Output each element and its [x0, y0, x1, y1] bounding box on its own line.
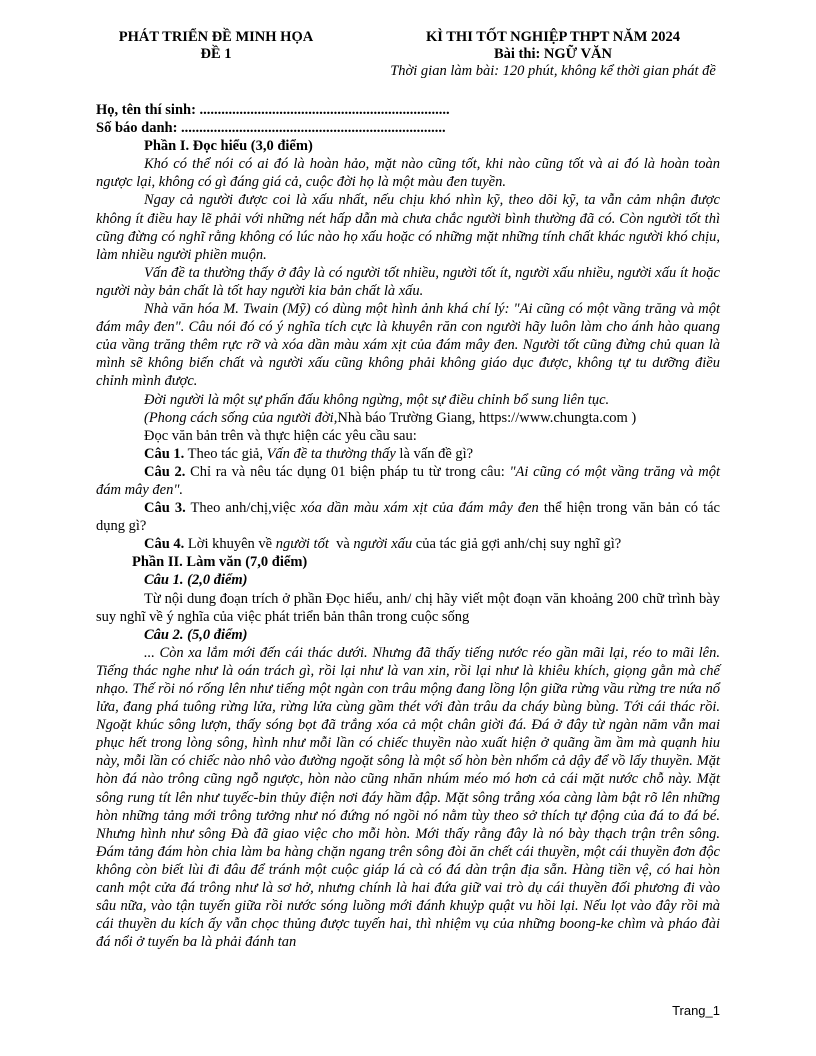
passage-paragraph: Đời người là một sự phấn đấu không ngừng, một sự điều chỉnh bổ sung liên tục. [144, 391, 610, 408]
header-left-exam-code: ĐỀ 1 [200, 46, 232, 62]
exam-time: Thời gian làm bài: 120 phút, không kể thời gian phát đề [390, 63, 716, 79]
question-text: và [328, 536, 354, 553]
question-quote: người xấu [353, 536, 413, 553]
part2-heading: Phần II. Làm văn (7,0 điểm) [132, 554, 308, 571]
question-text: là vấn đề gì? [395, 445, 474, 462]
header-left [96, 29, 336, 63]
question-2 [96, 463, 720, 499]
header-right [360, 29, 746, 80]
question-3 [96, 499, 720, 535]
exam-content [96, 101, 720, 951]
part1-heading: Phần I. Đọc hiểu (3,0 điểm) [144, 138, 313, 155]
exam-subject: Bài thi: NGỮ VĂN [493, 46, 613, 62]
candidate-name-line: Họ, tên thí sinh: ..................................................................... [96, 102, 450, 118]
question-1 [96, 445, 720, 463]
question-label: Câu 3. [144, 500, 186, 517]
question-quote: người tốt [275, 536, 329, 553]
passage-source [96, 409, 720, 427]
essay-question-1-text: Từ nội dung đoạn trích ở phần Đọc hiểu, anh/ chị hãy viết một đoạn văn khoảng 200 chữ trình bày suy nghĩ về ý nghĩa của việc phát triển bản thân trong cuộc sống [96, 590, 720, 625]
header-left-title: PHÁT TRIỂN ĐỀ MINH HỌA [118, 29, 314, 45]
essay-question-2-label: Câu 2. (5,0 điểm) [144, 626, 248, 643]
passage-paragraph: Nhà văn hóa M. Twain (Mỹ) có dùng một hình ảnh khá chí lý: "Ai cũng có một vầng trăng và một đám mây đen". Câu nói đó có ý nghĩa tích cực là khuyên răn con người hãy luôn làm cho ánh hào quang của vầng trăng thêm rực rỡ và xóa dần màu xám xịt của đám mây đen. Người tốt cũng đừng chủ quan là mình sẽ không biến chất và người xấu cũng không phải không giáo dục được, không tự tu dưỡng điều chỉnh mình được. [96, 301, 720, 390]
instruction: Đọc văn bản trên và thực hiện các yêu cầu sau: [144, 427, 417, 444]
question-4 [96, 535, 720, 553]
question-text: Theo anh/chị,việc [185, 500, 301, 517]
page-number: Trang_1 [672, 1003, 720, 1018]
question-label: Câu 1. [144, 445, 185, 462]
question-quote: xóa dần màu xám xịt của đám mây đen [300, 500, 539, 517]
passage-paragraph: Khó có thể nói có ai đó là hoàn hảo, mặt nào cũng tốt, khi nào cũng tốt và ai đó là hoàn toàn ngược lại, không có gì đáng giá cả, cuộc đời họ là một màu đen tuyền. [96, 156, 720, 191]
exam-title: KÌ THI TỐT NGHIỆP THPT NĂM 2024 [425, 29, 681, 45]
question-text: thể hiện trong văn bản có tác dụng gì? [96, 500, 720, 535]
passage-paragraph: Vấn đề ta thường thấy ở đây là có người tốt nhiều, người tốt ít, người xấu nhiều, người xấu ít hoặc người này bản chất là tốt hay người kia bản chất là xấu. [96, 264, 720, 299]
question-label: Câu 4. [144, 536, 185, 553]
question-quote: "Ai cũng có một vầng trăng và một đám mây đen". [96, 463, 721, 498]
question-text: Chỉ ra và nêu tác dụng 01 biện pháp tu từ trong câu: [185, 463, 510, 480]
passage-paragraph: Ngay cả người được coi là xấu nhất, nếu chịu khó nhìn kỹ, theo dõi kỹ, ta vẫn cảm nhận được không ít điều hay lẽ phải với những nét hấp dẫn mà chưa chắc người bình thường đã có. Còn người tốt thì cũng đừng có nghĩ rằng không có lúc nào họ xấu hoặc có những mặt những tính chất khác người khó chịu, làm nhiều người phiền muộn. [96, 192, 720, 263]
source-title: (Phong cách sống của người đời, [144, 409, 338, 426]
source-author: Nhà báo Trường Giang, https://www.chungta.com ) [337, 409, 637, 426]
question-text: của tác giả gợi anh/chị suy nghĩ gì? [412, 536, 622, 553]
essay-question-2-excerpt: ... Còn xa lắm mới đến cái thác dưới. Nhưng đã thấy tiếng nước réo gần mãi lại, réo to mãi lên. Tiếng thác nghe như là oán trách gì, rồi lại như là van xin, rồi lại như là khiêu khích, giọng gằn mà chế nhạo. Thế rồi nó rống lên như tiếng một ngàn con trâu mộng đang lồng lộn giữa rừng vầu rừng tre nứa nổ lửa, đang phá tuông rừng lửa, rừng lửa cùng gầm thét với đàn trâu da cháy bùng bùng. Tới cái thác rồi. Ngoặt khúc sông lượn, thấy sóng bọt đã trắng xóa cả một chân giời đá. Đá ở đây từ ngàn năm vẫn mai phục hết trong lòng sông, hình như mỗi lần có chiếc thuyền nào xuất hiện ở quãng ầm ầm mà quạnh hiu này, mỗi lần có chiếc nào nhô vào đường ngoặt sông là một số hòn bèn nhổm cả dậy để vồ lấy thuyền. Mặt hòn đá nào trông cũng ngỗ ngược, hòn nào cũng nhăn nhúm méo mó hơn cả cái mặt nước chỗ này. Mặt sông rung tít lên như tuyếc-bin thủy điện nơi đáy hầm đập. Mặt sông trắng xóa càng làm bật rõ lên những hòn những tảng mới trông tưởng như nó đứng nó ngồi nó nằm tùy theo sở thích tự động của đá to đá bé. Nhưng hình như sông Đà đã giao việc cho mỗi hòn. Mới thấy rằng đây là nó bày thạch trận trên sông. Đám tảng đám hòn chia làm ba hàng chặn ngang trên sông đòi ăn chết cái thuyền, một cái thuyền đơn độc không còn biết lùi đi đâu để tránh một cuộc giáp lá cà có đá dàn trận địa sẵn. Hàng tiền vệ, có hai hòn canh một cửa đá trông như là sơ hở, nhưng chính là hai đứa giữ vai trò dụ cái thuyền đối phương đi vào sâu nữa, vào tận tuyến giữa rồi nước sóng luồng mới đánh khuỷp quật vu hồi lại. Nếu lọt vào đây rồi mà cái thuyền du kích ấy vẫn chọc thủng được tuyến hai, thì nhiệm vụ của những boong-ke chìm và pháo đài đá nổi ở tuyến ba là phải đánh tan [96, 644, 720, 951]
question-text: Theo tác giả, [184, 445, 267, 462]
question-label: Câu 2. [144, 463, 186, 480]
question-quote: Vấn đề ta thường thấy [266, 445, 396, 462]
question-text: Lời khuyên về [184, 536, 276, 553]
essay-question-1-label: Câu 1. (2,0 điểm) [144, 572, 248, 589]
candidate-id-line: Số báo danh: ......................................................................... [96, 120, 446, 137]
